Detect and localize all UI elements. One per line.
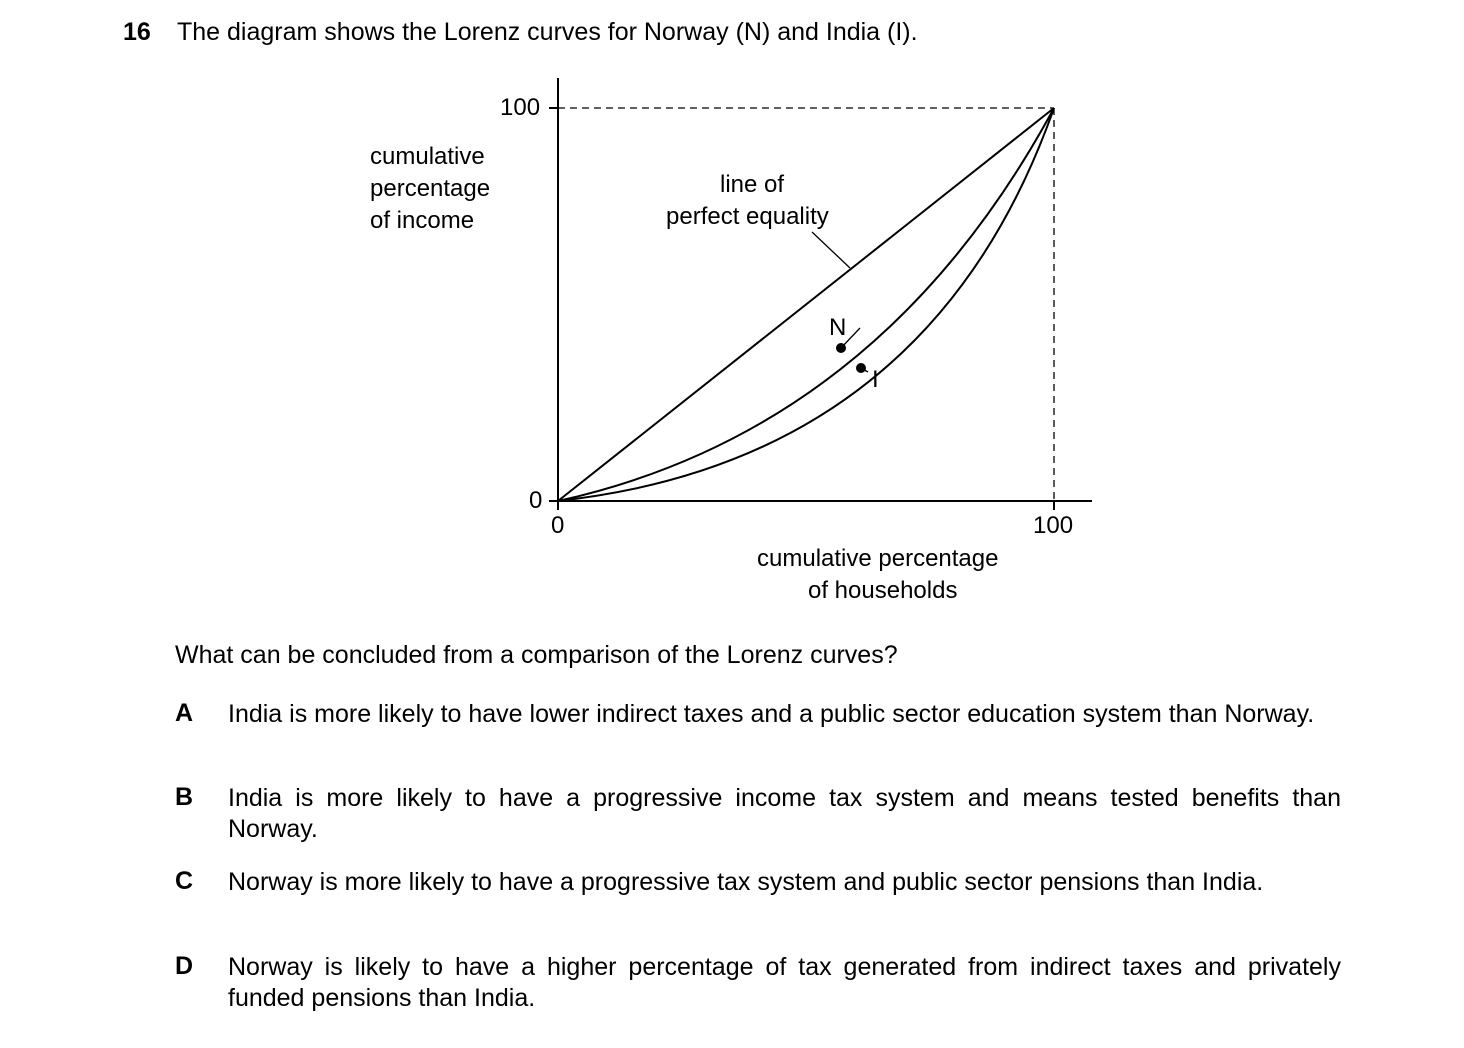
- y-axis-label-line-2: percentage: [370, 175, 491, 202]
- equality-label-pointer: [812, 232, 850, 268]
- y-axis-label-line-3: of income: [370, 207, 475, 234]
- question-text: The diagram shows the Lorenz curves for Norway (N) and India (I).: [177, 18, 918, 46]
- x-tick-label-0: 0: [551, 512, 565, 539]
- question-number: 16: [123, 18, 151, 46]
- option-c-text: Norway is more likely to have a progressive tax system and public sector pensions than India.: [228, 868, 1264, 896]
- y-tick-label-0: 0: [529, 487, 543, 514]
- india-curve-label: I: [872, 366, 879, 393]
- option-b-text: India is more likely to have a progressive income tax system and means tested benefits than Norway.: [228, 784, 1341, 843]
- equality-label-line-1: line of: [720, 171, 785, 198]
- option-a-letter: A: [175, 699, 194, 727]
- line-of-perfect-equality: [558, 108, 1054, 501]
- option-d[interactable]: [175, 952, 1341, 1014]
- option-c-letter: C: [175, 867, 194, 895]
- option-a[interactable]: [175, 699, 1341, 730]
- x-axis-label-line-1: cumulative percentage: [757, 545, 999, 572]
- y-axis-label-line-1: cumulative: [370, 143, 485, 170]
- option-a-text: India is more likely to have lower indirect taxes and a public sector education system than Norway.: [228, 700, 1315, 728]
- option-d-text: Norway is likely to have a higher percentage of tax generated from indirect taxes and privately funded pensions than India.: [228, 953, 1341, 1012]
- option-b-letter: B: [175, 783, 194, 811]
- option-c[interactable]: [175, 867, 1341, 898]
- option-b[interactable]: [175, 783, 1341, 845]
- x-tick-label-100: 100: [1033, 512, 1074, 539]
- x-axis-label-line-2: of households: [808, 577, 958, 604]
- equality-label-line-2: perfect equality: [666, 203, 829, 230]
- question-prompt: What can be concluded from a comparison of the Lorenz curves?: [175, 641, 898, 669]
- y-tick-label-100: 100: [500, 94, 541, 121]
- option-d-letter: D: [175, 952, 194, 980]
- norway-curve-label: N: [829, 314, 847, 341]
